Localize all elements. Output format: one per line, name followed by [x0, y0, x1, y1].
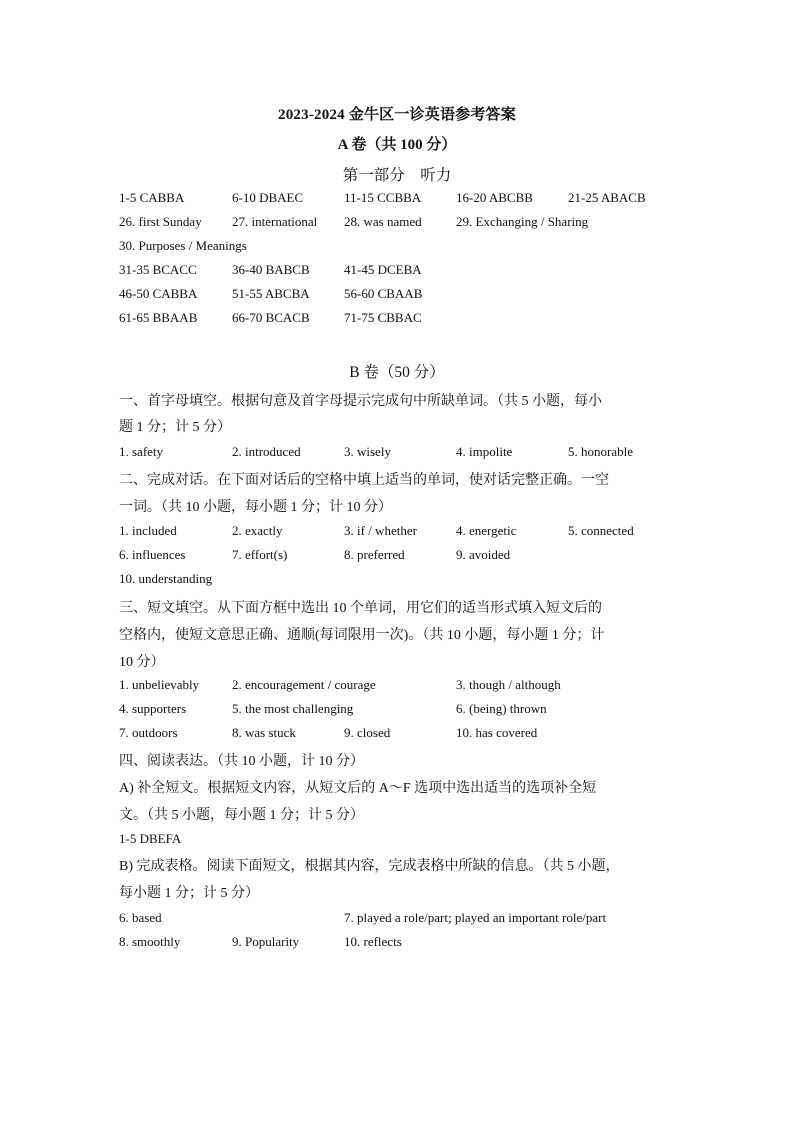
answer-item: 1. safety [119, 444, 164, 459]
answer-item: 2. encouragement / courage [232, 677, 376, 692]
answer-item: 7. outdoors [119, 725, 178, 740]
answer-item: 4. supporters [119, 701, 187, 716]
answer-item: 26. first Sunday [119, 214, 202, 229]
paper-a-heading: A 卷（共 100 分） [337, 137, 457, 153]
section4b-instruction-cont: 每小题 1 分；计 5 分） [119, 886, 259, 901]
answer-item: 4. energetic [456, 523, 517, 538]
section4b-instruction: B) 完成表格。阅读下面短文，根据其内容，完成表格中所缺的信息。（共 5 小题， [119, 859, 620, 874]
answer-item: 28. was named [344, 214, 422, 229]
answer-item: 27. international [232, 214, 318, 229]
answer-item: 1. included [119, 523, 177, 538]
answer-item: 7. effort(s) [232, 547, 288, 562]
answer-item: 16-20 ABCBB [456, 190, 533, 205]
answer-item: 9. closed [344, 725, 391, 740]
section4-heading: 四、阅读表达。（共 10 小题，计 10 分） [119, 754, 364, 769]
answer-item: 8. preferred [344, 547, 405, 562]
answer-item: 1-5 DBEFA [119, 831, 182, 846]
answer-item: 10. understanding [119, 571, 213, 586]
answer-item: 8. smoothly [119, 934, 181, 949]
answer-item: 3. though / although [456, 677, 561, 692]
section1-instruction-cont: 题 1 分；计 5 分） [119, 420, 231, 435]
answer-item: 29. Exchanging / Sharing [456, 214, 589, 229]
answer-item: 2. introduced [232, 444, 301, 459]
answer-item: 36-40 BABCB [232, 262, 310, 277]
answer-item: 5. the most challenging [232, 701, 354, 716]
answer-item: 2. exactly [232, 523, 283, 538]
answer-item: 8. was stuck [232, 725, 296, 740]
answer-item: 6. based [119, 910, 162, 925]
answer-item: 30. Purposes / Meanings [119, 238, 247, 253]
answer-item: 11-15 CCBBA [344, 190, 422, 205]
paper-b-heading: B 卷（50 分） [349, 364, 445, 381]
section1-instruction: 一、首字母填空。根据句意及首字母提示完成句中所缺单词。（共 5 小题，每小 [119, 394, 602, 409]
answer-item: 5. connected [568, 523, 634, 538]
section3-instruction-cont: 空格内，使短文意思正确、通顺(每词限用一次)。（共 10 小题，每小题 1 分；计 [119, 628, 605, 643]
answer-item: 41-45 DCEBA [344, 262, 422, 277]
answer-item: 1. unbelievably [119, 677, 200, 692]
section3-instruction-cont2: 10 分） [119, 655, 165, 670]
answer-item: 3. wisely [344, 444, 391, 459]
answer-item: 61-65 BBAAB [119, 310, 198, 325]
section2-instruction: 二、完成对话。在下面对话后的空格中填上适当的单词，使对话完整正确。一空 [119, 473, 609, 488]
answer-item: 1-5 CABBA [119, 190, 185, 205]
answer-item: 66-70 BCACB [232, 310, 310, 325]
answer-item: 6-10 DBAEC [232, 190, 304, 205]
answer-item: 31-35 BCACC [119, 262, 197, 277]
section3-instruction: 三、短文填空。从下面方框中选出 10 个单词，用它们的适当形式填入短文后的 [119, 601, 602, 616]
section4a-instruction-cont: 文。（共 5 小题，每小题 1 分；计 5 分） [119, 808, 364, 823]
section2-instruction-cont: 一词。（共 10 小题，每小题 1 分；计 10 分） [119, 500, 392, 515]
answer-item: 9. avoided [456, 547, 511, 562]
document-title: 2023-2024 金牛区一诊英语参考答案 [278, 107, 516, 123]
answer-item: 21-25 ABACB [568, 190, 646, 205]
answer-item: 9. Popularity [232, 934, 300, 949]
answer-item: 10. has covered [456, 725, 538, 740]
answer-item: 46-50 CABBA [119, 286, 198, 301]
answer-item: 6. (being) thrown [456, 701, 547, 716]
answer-item: 4. impolite [456, 444, 513, 459]
answer-item: 56-60 CBAAB [344, 286, 423, 301]
answer-item: 51-55 ABCBA [232, 286, 310, 301]
answer-item: 3. if / whether [344, 523, 417, 538]
answer-item: 71-75 CBBAC [344, 310, 422, 325]
answer-item: 6. influences [119, 547, 186, 562]
answer-item: 5. honorable [568, 444, 633, 459]
listening-part-heading: 第一部分 听力 [342, 167, 452, 184]
answer-item: 7. played a role/part; played an important role/part [344, 910, 607, 925]
section4a-instruction: A) 补全短文。根据短文内容，从短文后的 A～F 选项中选出适当的选项补全短 [119, 781, 597, 796]
answer-item: 10. reflects [344, 934, 402, 949]
